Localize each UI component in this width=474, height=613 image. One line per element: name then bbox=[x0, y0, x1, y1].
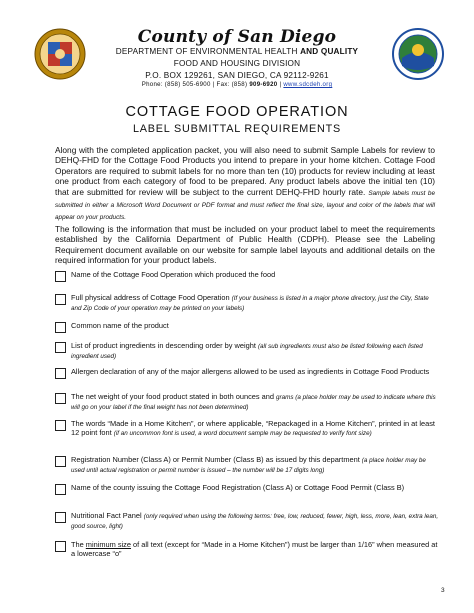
address-line: P.O. BOX 129261, SAN DIEGO, CA 92112-9261 bbox=[145, 71, 329, 80]
item-text: Registration Number (Class A) or Permit Number (Class B) as issued by this department bbox=[71, 455, 362, 464]
item-note: (If your business is listed in a major phone directory, just the City, State and Zip Code of your operation may be printed on your labels) bbox=[71, 295, 429, 313]
item-text: Allergen declaration of any of the major allergens allowed to be used as ingredients in Cottage Food Products bbox=[71, 367, 430, 376]
document-title: COTTAGE FOOD OPERATION bbox=[125, 104, 349, 120]
department-name: DEPARTMENT OF ENVIRONMENTAL HEALTH bbox=[115, 47, 298, 56]
item-text: of all text (except for “Made in a Home Kitchen”) must be larger than 1/16” when measured at a lowercase “o” bbox=[71, 540, 438, 559]
department-line bbox=[0, 47, 474, 56]
checkbox[interactable] bbox=[55, 484, 66, 495]
item-text: Nutritional Fact Panel bbox=[71, 511, 144, 520]
county-title: County of San Diego bbox=[137, 27, 337, 47]
item-note: grams (a place holder may be used to indicate where this will go on your label if the final weight has not been determined) bbox=[71, 394, 436, 412]
checkbox[interactable] bbox=[55, 271, 66, 282]
item-text-prefix: The bbox=[71, 540, 86, 549]
item-note: (all sub ingredients must also be listed following each listed ingredient used) bbox=[71, 343, 423, 361]
division-line: FOOD AND HOUSING DIVISION bbox=[173, 59, 301, 68]
item-text: Full physical address of Cottage Food Operation bbox=[71, 293, 232, 302]
department-name-bold: AND QUALITY bbox=[300, 47, 359, 56]
checkbox[interactable] bbox=[55, 342, 66, 353]
phone-fax: Phone: (858) 505-6900 | Fax: (858) bbox=[141, 81, 248, 88]
item-text: Name of the county issuing the Cottage Food Registration (Class A) or Cottage Food Permit (Class B) bbox=[71, 483, 405, 492]
item-text: List of product ingredients in descending order by weight bbox=[71, 341, 258, 350]
checkbox[interactable] bbox=[55, 322, 66, 333]
checkbox[interactable] bbox=[55, 541, 66, 552]
item-text: The net weight of your food product stated in both ounces and bbox=[71, 392, 277, 401]
item-text-underlined: minimum size bbox=[85, 540, 131, 549]
item-note: (a place holder may be used until actual registration or permit number is issued – the number will be 17 digits long) bbox=[71, 457, 426, 475]
item-text: Name of the Cottage Food Operation which produced the food bbox=[71, 270, 276, 279]
intro-paragraph-2: The following is the information that must be included on your product label to meet the requirements established by the California Department of Public Health (CDPH). Please see the Labeling Requirement document available on our website for sample label layouts and additional details on the required information for your product labels. bbox=[55, 223, 435, 266]
page-number: 3 bbox=[441, 587, 445, 594]
checkbox[interactable] bbox=[55, 420, 66, 431]
document-subtitle: LABEL SUBMITTAL REQUIREMENTS bbox=[133, 123, 341, 135]
item-text: Common name of the product bbox=[71, 321, 169, 330]
fax-number: 909-6920 bbox=[249, 81, 278, 88]
item-text: The words “Made in a Home Kitchen”, or where applicable, “Repackaged in a Home Kitchen”, printed in at least 12 point font bbox=[71, 419, 435, 438]
checkbox[interactable] bbox=[55, 294, 66, 305]
intro-paragraph-1: Along with the completed application packet, you will also need to submit Sample Labels for review to DEHQ-FHD for the Cottage Food Products you intend to prepare in your home kitchen. Cottage Food Operators are required to submit labels for no more than ten (10) products for review including at least one product from each category of food to be prepared. Any product labels above the initial ten (10) that are submitted for review will be subject to the current DEHQ-FHD hourly rate. bbox=[55, 145, 435, 197]
item-note: (if an uncommon font is used, a word document sample may be requested to verify font size) bbox=[113, 430, 372, 438]
checkbox[interactable] bbox=[55, 368, 66, 379]
website-link[interactable]: www.sdcdeh.org bbox=[283, 81, 333, 88]
checkbox[interactable] bbox=[55, 512, 66, 523]
contact-line: Phone: (858) 505-6900 | Fax: (858) 909-6920 | www.sdcdeh.org bbox=[141, 81, 333, 88]
checkbox[interactable] bbox=[55, 456, 66, 467]
item-note: (only required when using the following terms: free, low, reduced, fewer, high, less, more, lean, extra lean, good source, light) bbox=[71, 513, 439, 531]
intro-text bbox=[55, 145, 435, 265]
intro-note: Sample labels must be submitted in either a Microsoft Word Document or PDF format and must reflect the final size, layout and color of the labels that will appear on your products. bbox=[55, 189, 436, 222]
checkbox[interactable] bbox=[55, 393, 66, 404]
